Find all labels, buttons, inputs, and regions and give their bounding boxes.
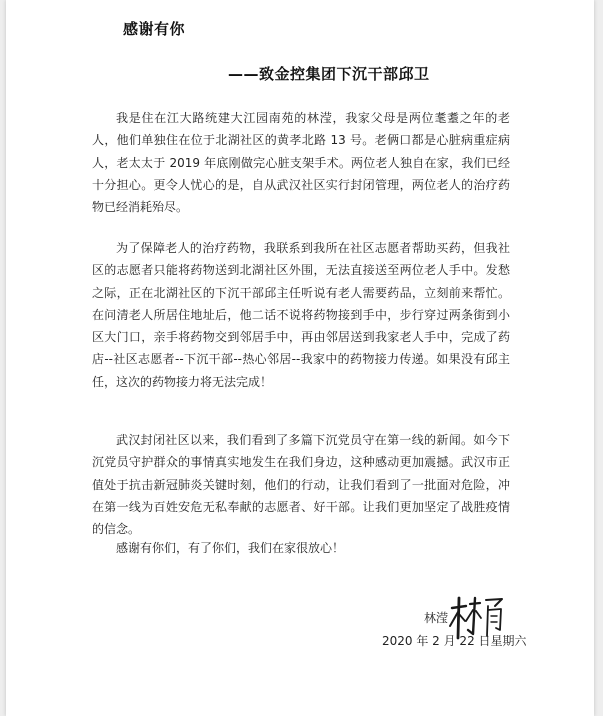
paragraph-4: 感谢有你们，有了你们，我们在家很放心！ — [116, 541, 345, 555]
letter-subtitle: ——致金控集团下沉干部邱卫 — [228, 65, 430, 83]
letter-page — [6, 0, 594, 716]
letter-date: 2020 年 2 月 22 日星期六 — [382, 634, 527, 648]
paragraph-1: 我是住在江大路统建大江园南苑的林滢，我家父母是两位耄耋之年的老人，他们单独住在位于北湖社区的黄孝北路 13 号。老俩口都是心脏病重症病人，老太太于 2019 年底刚做完心脏支架手术。两位老人独自在家，我们已经十分担心。更令人忧心的是，自从武汉社区实行封闭管理，两位老人的治疗药物已经消耗殆尽。 — [92, 111, 510, 215]
paragraph-2: 为了保障老人的治疗药物，我联系到我所在社区志愿者帮助买药，但我社区的志愿者只能将药物送到北湖社区外围，无法直接送至两位老人手中。发愁之际，正在北湖社区的下沉干部邱主任听说有老人需要药品，立刻前来帮忙。在问清老人所居住地址后，他二话不说将药物接到手中，步行穿过两条街到小区大门口，亲手将药物交到邻居手中，再由邻居送到我家老人手中，完成了药店--社区志愿者--下沉干部--热心邻居--我家中的药物接力传递。如果没有邱主任，这次的药物接力将无法完成！ — [92, 241, 510, 389]
letter-title: 感谢有你 — [123, 20, 186, 38]
paragraph-3: 武汉封闭社区以来，我们看到了多篇下沉党员守在第一线的新闻。如今下沉党员守护群众的事情真实地发生在我们身边，这种感动更加震撼。武汉市正值处于抗击新冠肺炎关键时刻，他们的行动，让我们看到了一批面对危险，冲在第一线为百姓安危无私奉献的志愿者、好干部。让我们更加坚定了战胜疫情的信念。 — [92, 433, 510, 537]
signature-name: 林滢 — [424, 611, 449, 625]
